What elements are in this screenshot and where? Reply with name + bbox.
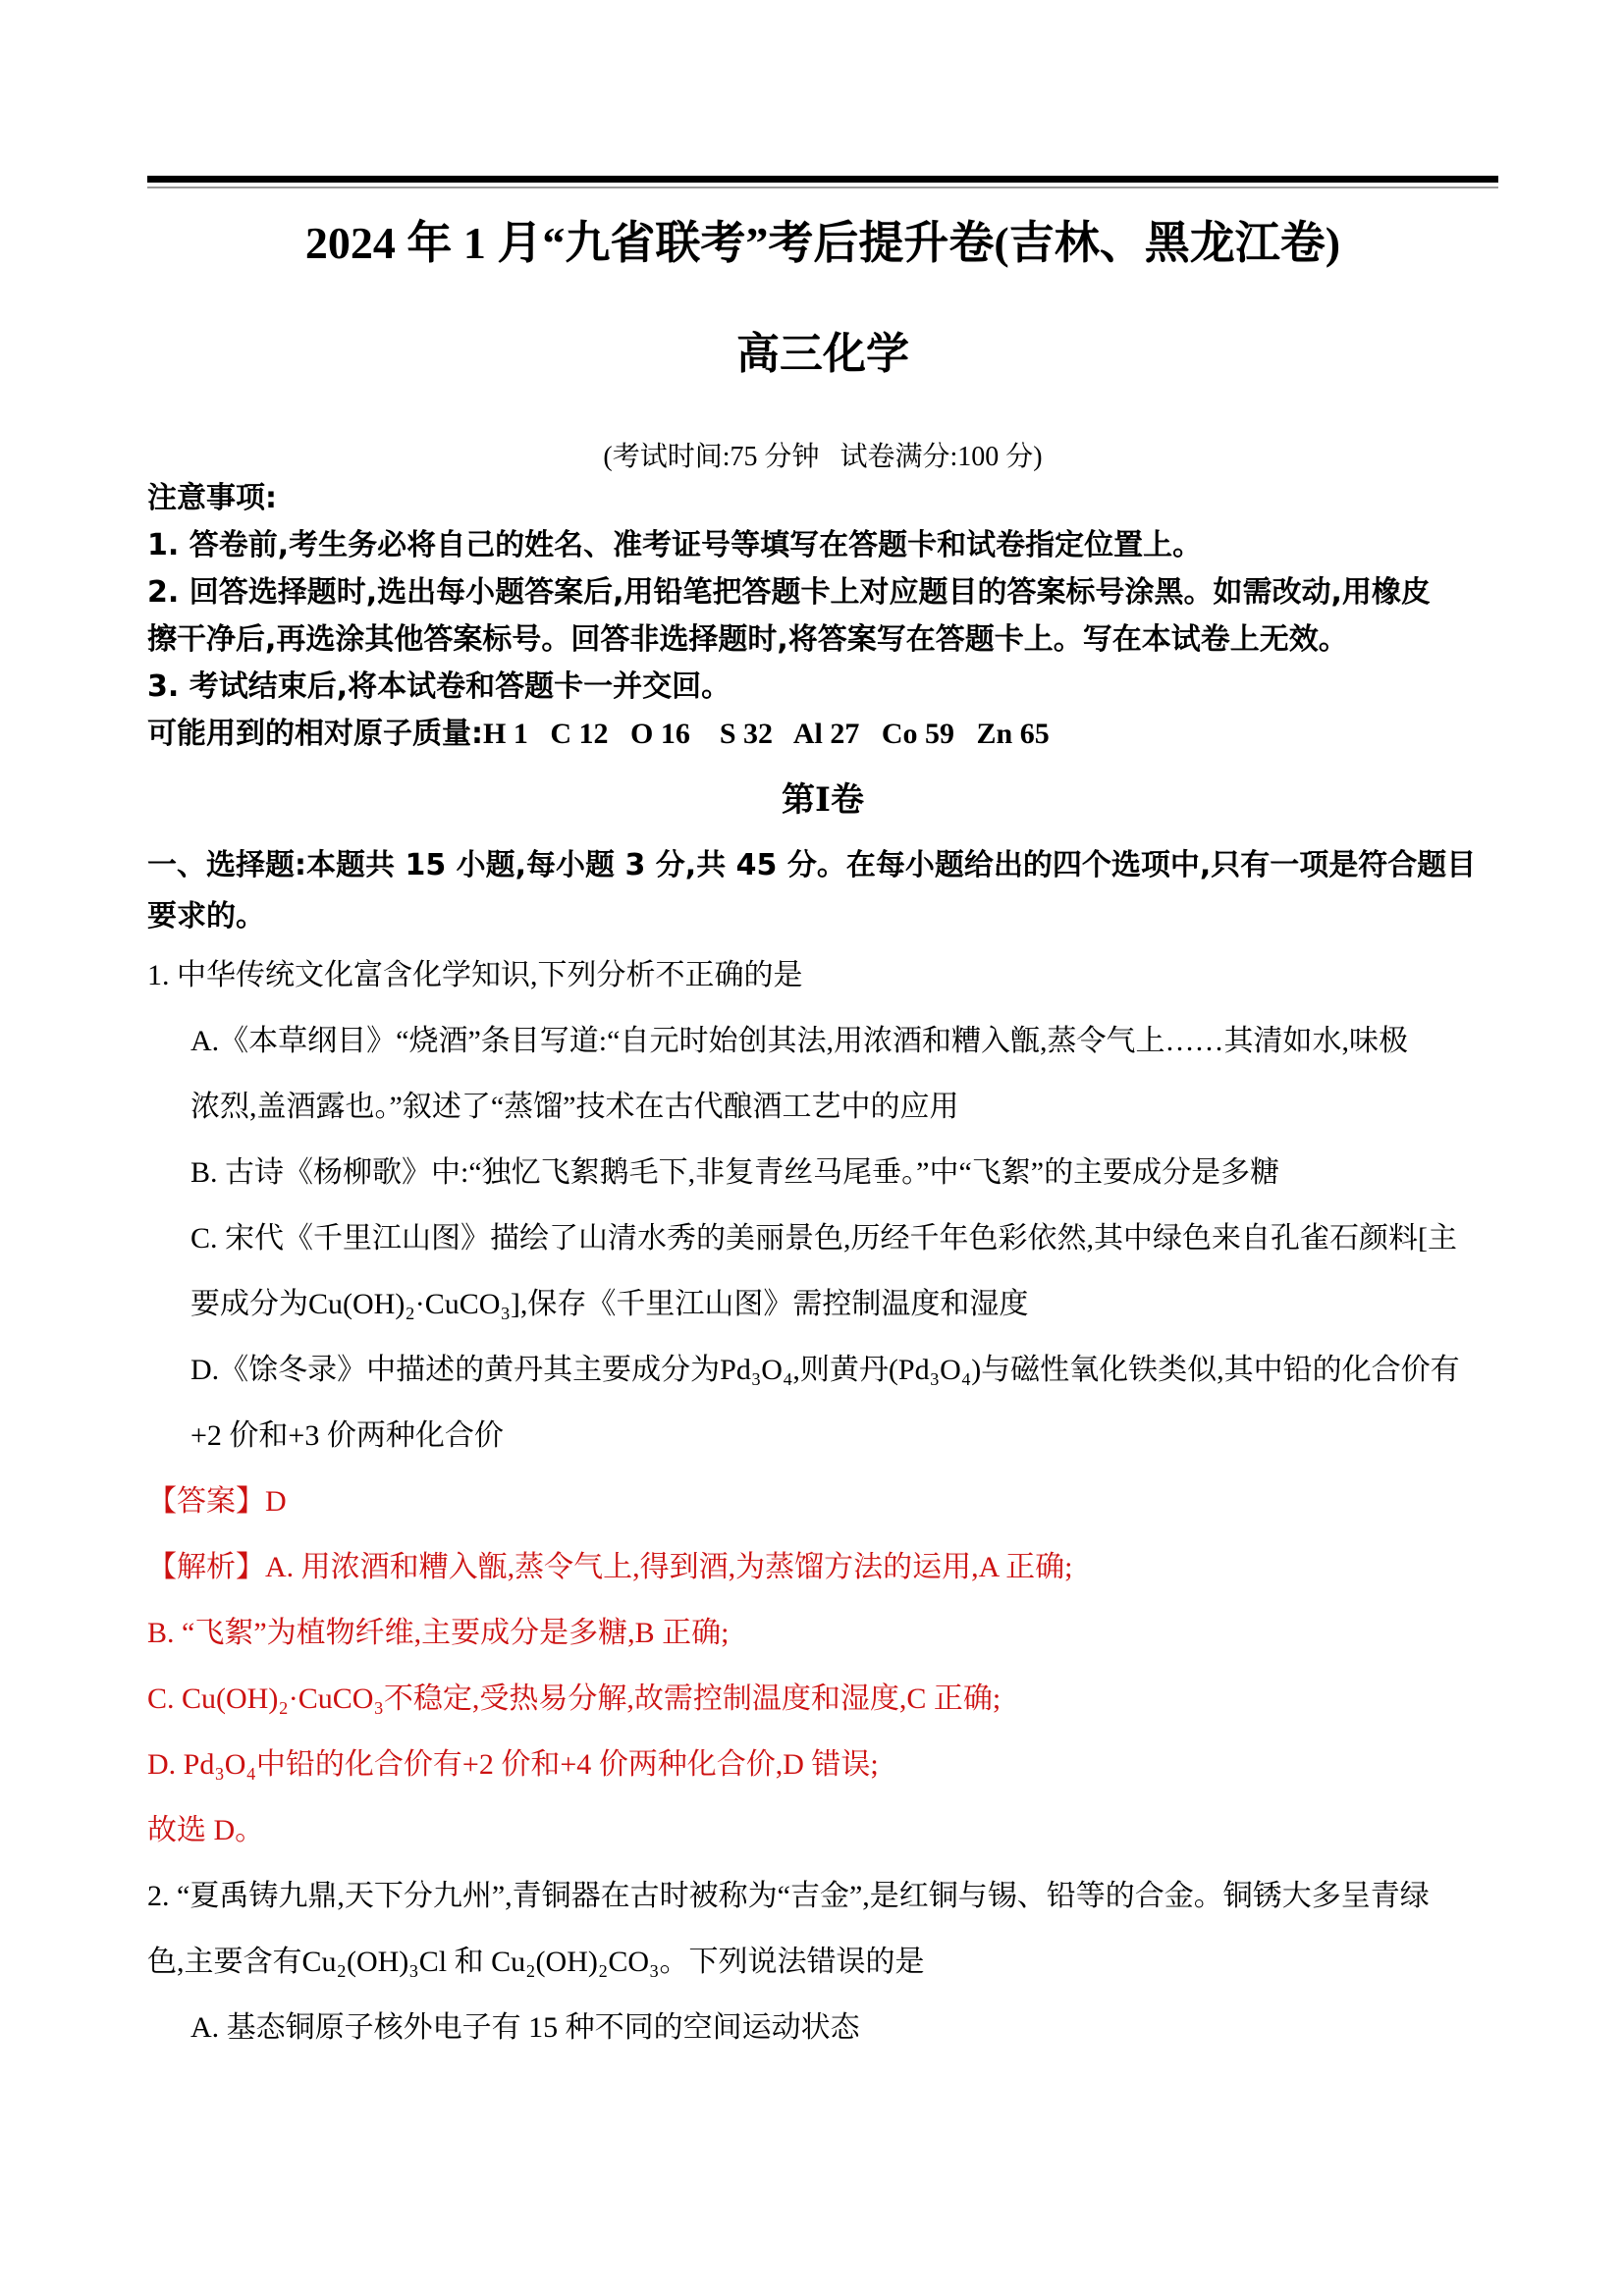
- question-1-analysis-line-d: D. Pd₃O₄中铅的化合价有+2 价和+4 价两种化合价,D 错误;: [147, 1748, 879, 1781]
- question-1-analysis-line-b: B. “飞絮”为植物纤维,主要成分是多糖,B 正确;: [147, 1617, 730, 1649]
- notice-item-2-continued: 擦干净后,再选涂其他答案标号。回答非选择题时,将答案写在答题卡上。写在本试卷上无效。: [147, 622, 1348, 657]
- notice-item-2: 2. 回答选择题时,选出每小题答案后,用铅笔把答题卡上对应题目的答案标号涂黑。如需改动,用橡皮: [147, 575, 1431, 610]
- page-content: [147, 0, 1498, 2060]
- question-2-stem-continued: 色,主要含有Cu₂(OH)₃Cl 和 Cu₂(OH)₂CO₃。下列说法错误的是: [147, 1946, 925, 1978]
- question-1-option-d: D.《馀冬录》中描述的黄丹其主要成分为Pd₃O₄,则黄丹(Pd₃O₄)与磁性氧化铁类似,其中铅的化合价有: [190, 1354, 1460, 1386]
- question-1-option-c-continued: 要成分为Cu(OH)₂·CuCO₃],保存《千里江山图》需控制温度和湿度: [190, 1288, 1029, 1320]
- answer-label: 【答案】: [147, 1485, 265, 1518]
- question-1-option-c: C. 宋代《千里江山图》描绘了山清水秀的美丽景色,历经千年色彩依然,其中绿色来自孔雀石颜料[主: [190, 1222, 1457, 1255]
- question-1-option-b: B. 古诗《杨柳歌》中:“独忆飞絮鹅毛下,非复青丝马尾垂。”中“飞絮”的主要成分是多糖: [190, 1156, 1280, 1189]
- section-1-instructions: 一、选择题:本题共 15 小题,每小题 3 分,共 45 分。在每小题给出的四个选项中,只有一项是符合题目: [147, 848, 1477, 882]
- paper-subtitle: 高三化学: [736, 330, 909, 378]
- questions-area: [147, 942, 1498, 2060]
- question-1-analysis-line-c: C. Cu(OH)₂·CuCO₃不稳定,受热易分解,故需控制温度和湿度,C 正确;: [147, 1682, 1001, 1715]
- section-1-instructions-continued: 要求的。: [147, 899, 265, 934]
- notice-item-3: 3. 考试结束后,将本试卷和答题卡一并交回。: [147, 669, 731, 704]
- analysis-label: 【解析】: [147, 1551, 265, 1583]
- volume-1-title: 第Ⅰ卷: [782, 782, 864, 819]
- atomic-mass-values: H 1 C 12 O 16 S 32 Al 27 Co 59 Zn 65: [483, 718, 1050, 750]
- question-2-stem: 2. “夏禹铸九鼎,天下分九州”,青铜器在古时被称为“吉金”,是红铜与锡、铅等的合金。铜锈大多呈青绿: [147, 1880, 1430, 1912]
- notices-heading: 注意事项:: [147, 481, 277, 515]
- question-1-option-d-continued: +2 价和+3 价两种化合价: [190, 1419, 504, 1452]
- question-1-option-a-continued: 浓烈,盖酒露也。”叙述了“蒸馏”技术在古代酿酒工艺中的应用: [190, 1091, 959, 1123]
- answer-value: D: [265, 1485, 287, 1518]
- paper-title: 2024 年 1 月“九省联考”考后提升卷(吉林、黑龙江卷): [304, 218, 1341, 268]
- question-1-answer-line: [147, 1468, 1498, 1534]
- question-1-stem: 1. 中华传统文化富含化学知识,下列分析不正确的是: [147, 959, 803, 991]
- question-2-option-a: A. 基态铜原子核外电子有 15 种不同的空间运动状态: [190, 2011, 860, 2044]
- header-divider-rule: [147, 176, 1498, 188]
- question-1-analysis-conclusion: 故选 D。: [147, 1814, 265, 1846]
- analysis-a-text: A. 用浓酒和糟入甑,蒸令气上,得到酒,为蒸馏方法的运用,A 正确;: [265, 1551, 1073, 1583]
- atomic-mass-line: [147, 711, 1498, 758]
- question-1-option-a: A.《本草纲目》“烧酒”条目写道:“自元时始创其法,用浓酒和糟入甑,蒸令气上……其清如水,味极: [190, 1025, 1408, 1057]
- question-1-analysis-line-a: [147, 1534, 1498, 1600]
- notices-section: [147, 475, 1498, 758]
- atomic-mass-label: 可能用到的相对原子质量:: [147, 717, 483, 751]
- exam-time-score-info: (考试时间:75 分钟 试卷满分:100 分): [603, 442, 1043, 472]
- notice-item-1: 1. 答卷前,考生务必将自己的姓名、准考证号等填写在答题卡和试卷指定位置上。: [147, 528, 1203, 562]
